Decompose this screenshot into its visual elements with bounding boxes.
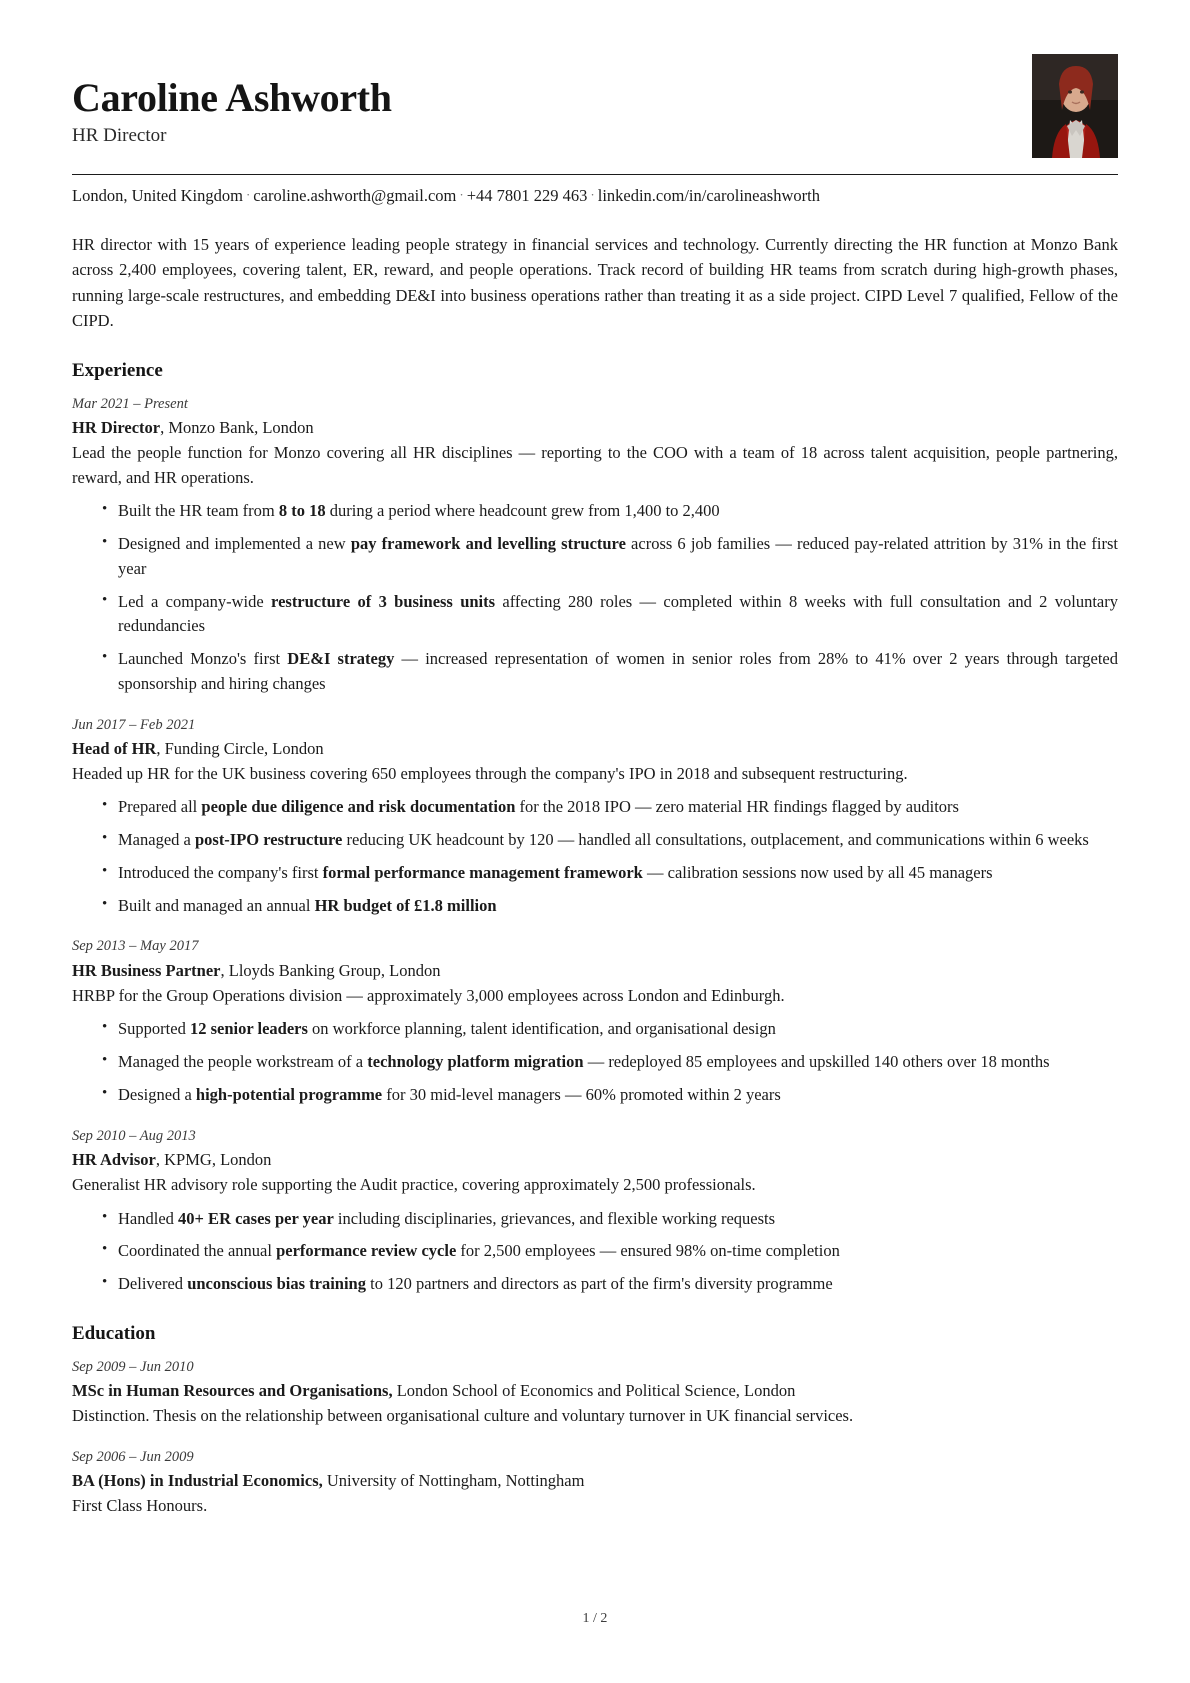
bullet-item bbox=[102, 532, 1118, 582]
entry-heading bbox=[72, 416, 1118, 440]
section-education bbox=[72, 1323, 1118, 1519]
bullet-text-post: on workforce planning, talent identification, and organisational design bbox=[307, 1019, 776, 1039]
bullet-text-post: affecting 280 roles — completed within 8 weeks with full consultation and 2 voluntary redundancies bbox=[118, 591, 1118, 636]
bullet-text-pre: Launched Monzo's first bbox=[118, 649, 288, 669]
entry-bullet-list bbox=[72, 795, 1118, 918]
bullet-text-pre: Prepared all bbox=[118, 797, 202, 817]
bullet-text-highlight: people due diligence and risk documentation bbox=[201, 797, 516, 817]
contact-separator-3: · bbox=[590, 187, 595, 202]
professional-summary: HR director with 15 years of experience leading people strategy in financial services and technology. Currently directing the HR function at Monzo Bank across 2,400 employees, covering talent, ER, reward, and people operations. Track record of building HR teams from scratch during high-growth phases, running large-scale restructures, and embedding DE&I into business operations rather than treating it as a side project. CIPD Level 7 qualified, Fellow of the CIPD. bbox=[72, 234, 1118, 331]
bullet-text-pre: Built the HR team from bbox=[118, 501, 279, 521]
entry-role: BA (Hons) in Industrial Economics, bbox=[72, 1471, 323, 1491]
entry-organisation: London School of Economics and Political Science, London bbox=[392, 1381, 796, 1401]
bullet-text-post: for 30 mid-level managers — 60% promoted within 2 years bbox=[382, 1084, 781, 1104]
entry-description: First Class Honours. bbox=[72, 1496, 208, 1516]
bullet-text-pre: Coordinated the annual bbox=[118, 1241, 277, 1261]
entry bbox=[72, 394, 1118, 697]
bullet-text-highlight: formal performance management framework bbox=[322, 862, 643, 882]
identity-block bbox=[72, 52, 392, 148]
bullet-text-post: — redeployed 85 employees and upskilled 140 others over 18 months bbox=[583, 1052, 1050, 1072]
bullet-text-pre: Led a company-wide bbox=[118, 591, 272, 611]
bullet-item bbox=[102, 828, 1118, 853]
entry bbox=[72, 715, 1118, 919]
bullet-text-highlight: 8 to 18 bbox=[278, 501, 326, 521]
contact-email[interactable]: caroline.ashworth@gmail.com bbox=[253, 186, 457, 205]
bullet-text-post: reducing UK headcount by 120 — handled all consultations, outplacement, and communications within 6 weeks bbox=[342, 830, 1089, 850]
entry-description: Headed up HR for the UK business covering 650 employees through the company's IPO in 2018 and subsequent restructuring. bbox=[72, 763, 908, 783]
section-title-experience: Experience bbox=[72, 359, 163, 381]
bullet-text-pre: Built and managed an annual bbox=[118, 895, 315, 915]
bullet-text-highlight: post-IPO restructure bbox=[194, 830, 343, 850]
page-indicator: 1 / 2 bbox=[582, 1611, 608, 1626]
experience-entries bbox=[72, 394, 1118, 1297]
bullet-text-highlight: pay framework and levelling structure bbox=[350, 534, 626, 554]
entry bbox=[72, 1447, 1118, 1519]
bullet-text-highlight: 12 senior leaders bbox=[189, 1019, 308, 1039]
contact-linkedin[interactable]: linkedin.com/in/carolineashworth bbox=[597, 186, 820, 205]
entry-description: Lead the people function for Monzo covering all HR disciplines — reporting to the COO with a team of 18 across talent acquisition, people partnering, reward, and HR operations. bbox=[72, 442, 1118, 487]
bullet-item bbox=[102, 1083, 1118, 1108]
candidate-name: Caroline Ashworth bbox=[72, 75, 392, 120]
entry-heading bbox=[72, 1379, 1118, 1403]
section-experience bbox=[72, 360, 1118, 1297]
entry-organisation: , Monzo Bank, London bbox=[160, 417, 314, 437]
bullet-text-highlight: restructure of 3 business units bbox=[271, 591, 496, 611]
bullet-text-post: to 120 partners and directors as part of the firm's diversity programme bbox=[366, 1274, 833, 1294]
entry-heading bbox=[72, 1469, 1118, 1493]
bullet-text-pre: Introduced the company's first bbox=[118, 862, 323, 882]
entry bbox=[72, 1126, 1118, 1297]
header-divider bbox=[72, 174, 1118, 175]
page-footer bbox=[0, 1611, 1190, 1627]
entry-role: HR Business Partner bbox=[72, 960, 221, 980]
bullet-text-pre: Managed a bbox=[118, 830, 195, 850]
bullet-text-post: — increased representation of women in senior roles from 28% to 41% over 2 years through targeted sponsorship and hiring changes bbox=[118, 649, 1118, 693]
bullet-text-highlight: HR budget of £1.8 million bbox=[314, 895, 497, 915]
entry-organisation: , Lloyds Banking Group, London bbox=[220, 960, 441, 980]
candidate-job-title: HR Director bbox=[72, 125, 167, 147]
entry-dates: Sep 2010 – Aug 2013 bbox=[72, 1127, 196, 1144]
bullet-item bbox=[102, 1239, 1118, 1264]
bullet-item bbox=[102, 861, 1118, 886]
entry bbox=[72, 936, 1118, 1107]
education-entries bbox=[72, 1357, 1118, 1519]
bullet-text-highlight: technology platform migration bbox=[367, 1052, 584, 1072]
bullet-text-pre: Delivered bbox=[118, 1274, 188, 1294]
entry-role: Head of HR bbox=[72, 738, 157, 758]
entry-description: Distinction. Thesis on the relationship between organisational culture and voluntary turnover in UK financial services. bbox=[72, 1406, 854, 1426]
entry-heading bbox=[72, 959, 1118, 983]
contact-separator-2: · bbox=[459, 187, 464, 202]
bullet-item bbox=[102, 1050, 1118, 1075]
bullet-text-post: including disciplinaries, grievances, and flexible working requests bbox=[333, 1208, 776, 1228]
bullet-item bbox=[102, 1207, 1118, 1232]
section-title-education: Education bbox=[72, 1322, 156, 1344]
entry-bullet-list bbox=[72, 499, 1118, 696]
bullet-item bbox=[102, 1017, 1118, 1042]
bullet-text-highlight: high-potential programme bbox=[195, 1084, 383, 1104]
entry-dates: Mar 2021 – Present bbox=[72, 395, 188, 412]
bullet-text-post: for 2,500 employees — ensured 98% on-time completion bbox=[456, 1241, 840, 1261]
bullet-text-pre: Managed the people workstream of a bbox=[118, 1052, 368, 1072]
entry-role: HR Advisor bbox=[72, 1150, 156, 1169]
entry-role: HR Director bbox=[72, 417, 161, 437]
bullet-text-highlight: 40+ ER cases per year bbox=[178, 1208, 334, 1228]
entry-dates: Jun 2017 – Feb 2021 bbox=[72, 716, 196, 733]
bullet-text-post: for the 2018 IPO — zero material HR findings flagged by auditors bbox=[515, 797, 959, 817]
entry-bullet-list bbox=[72, 1017, 1118, 1107]
bullet-text-post: — calibration sessions now used by all 45 managers bbox=[642, 862, 993, 882]
bullet-text-highlight: unconscious bias training bbox=[187, 1274, 366, 1294]
entry-heading bbox=[72, 1148, 1118, 1172]
entry-organisation: University of Nottingham, Nottingham bbox=[322, 1471, 585, 1491]
contact-line bbox=[72, 184, 1118, 208]
bullet-text-pre: Supported bbox=[118, 1019, 190, 1039]
bullet-item bbox=[102, 590, 1118, 640]
bullet-text-pre: Designed a bbox=[118, 1084, 196, 1104]
bullet-item bbox=[102, 795, 1118, 820]
contact-separator-1: · bbox=[245, 187, 251, 202]
entry-dates: Sep 2013 – May 2017 bbox=[72, 938, 199, 955]
bullet-item bbox=[102, 894, 1118, 919]
bullet-text-post: across 6 job families — reduced pay-related attrition by 31% in the first year bbox=[118, 534, 1118, 578]
bullet-text-highlight: performance review cycle bbox=[276, 1241, 457, 1261]
bullet-item bbox=[102, 647, 1118, 697]
bullet-item bbox=[102, 1272, 1118, 1297]
entry-dates: Sep 2006 – Jun 2009 bbox=[72, 1448, 194, 1465]
contact-phone[interactable]: +44 7801 229 463 bbox=[466, 186, 588, 205]
entry-bullet-list bbox=[72, 1207, 1118, 1297]
entry-description: Generalist HR advisory role supporting the Audit practice, covering approximately 2,500 professionals. bbox=[72, 1174, 756, 1194]
contact-location: London, United Kingdom bbox=[72, 186, 243, 205]
bullet-text-pre: Designed and implemented a new bbox=[118, 534, 351, 554]
entry-dates: Sep 2009 – Jun 2010 bbox=[72, 1358, 194, 1375]
resume-header bbox=[72, 52, 1118, 158]
bullet-text-pre: Handled bbox=[118, 1208, 179, 1228]
bullet-item bbox=[102, 499, 1118, 524]
bullet-text-post: during a period where headcount grew from 1,400 to 2,400 bbox=[325, 501, 720, 521]
bullet-text-highlight: DE&I strategy bbox=[287, 649, 395, 669]
entry-organisation: , KPMG, London bbox=[155, 1150, 272, 1169]
entry-role: MSc in Human Resources and Organisations, bbox=[72, 1381, 393, 1401]
entry-description: HRBP for the Group Operations division — approximately 3,000 employees across London and Edinburgh. bbox=[72, 985, 785, 1005]
entry-heading bbox=[72, 737, 1118, 761]
entry-organisation: , Funding Circle, London bbox=[156, 738, 324, 758]
portrait-photo bbox=[1032, 54, 1118, 158]
entry bbox=[72, 1357, 1118, 1429]
